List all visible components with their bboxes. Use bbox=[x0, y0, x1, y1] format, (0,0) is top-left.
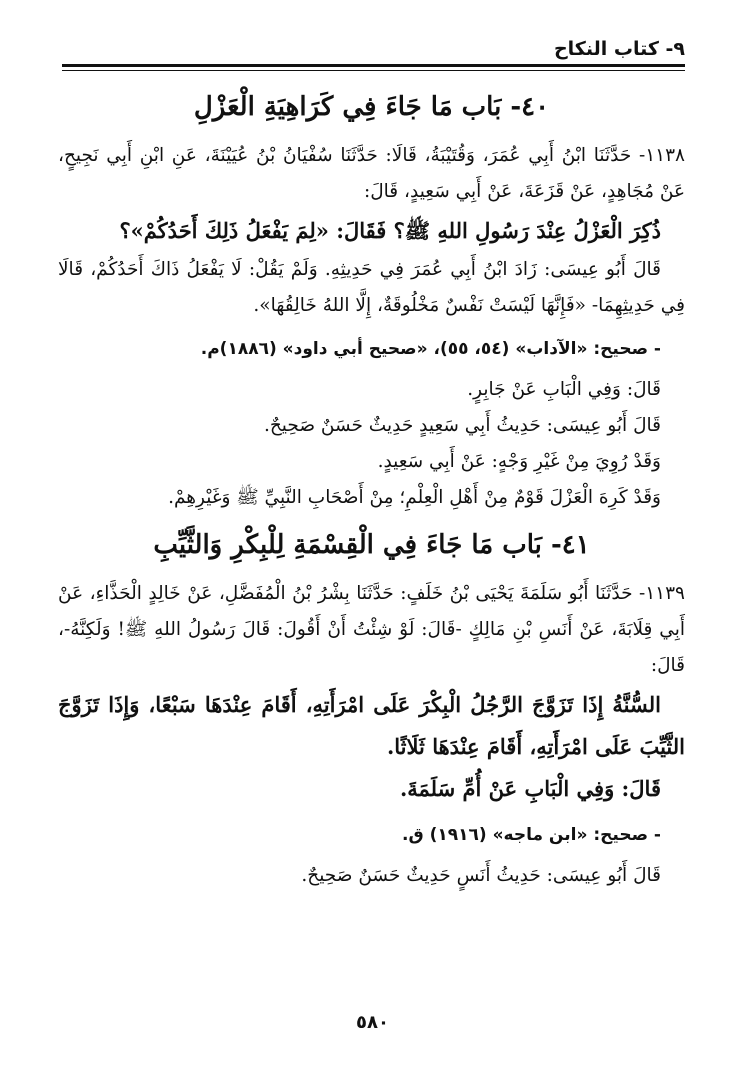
hadith-1139-isnad: ١١٣٩- حَدَّثَنَا أَبُو سَلَمَةَ يَحْيَى بْنُ خَلَفٍ: حَدَّثَنَا بِشْرُ بْنُ الْمُفَضَّلِ، عَنْ خَالِدٍ الْحَذَّاءِ، عَنْ أَبِي قِلَابَةَ، عَنْ أَنَسِ بْنِ مَالِكٍ -قَالَ: لَوْ شِئْتُ أَنْ أَقُولَ: قَالَ رَسُولُ اللهِ ﷺ! وَلَكِنَّهُ-، قَالَ: bbox=[58, 583, 685, 676]
hadith-1139-bab-line: قَالَ: وَفِي الْبَابِ عَنْ أُمِّ سَلَمَةَ. bbox=[399, 776, 661, 801]
hadith-1138-matn: ذُكِرَ الْعَزْلُ عِنْدَ رَسُولِ اللهِ ﷺ؟ فَقَالَ: «لِمَ يَفْعَلُ ذَلِكَ أَحَدُكُمْ»؟ bbox=[119, 218, 661, 243]
hadith-1138-other-routes: وَقَدْ رُوِيَ مِنْ غَيْرِ وَجْهٍ: عَنْ أَبِي سَعِيدٍ. bbox=[377, 451, 661, 472]
header-rule-thin bbox=[62, 70, 685, 71]
chapter-41-heading: ٤١- بَاب مَا جَاءَ فِي الْقِسْمَةِ لِلْبِكْرِ وَالثَّيِّبِ bbox=[153, 530, 590, 560]
chapter-40-heading: ٤٠- بَاب مَا جَاءَ فِي كَرَاهِيَةِ الْعَزْلِ bbox=[193, 92, 550, 122]
running-head-title: ٩- كتاب النكاح bbox=[553, 38, 685, 60]
hadith-1138-note: قَالَ أَبُو عِيسَى: زَادَ ابْنُ أَبِي عُمَرَ فِي حَدِيثِهِ. وَلَمْ يَقُلْ: لَا يَفْعَلُ ذَاكَ أَحَدُكُمْ، قَالَا فِي حَدِيثِهِمَا- «فَإِنَّهَا لَيْسَتْ نَفْسٌ مَخْلُوقَةٌ، إِلَّا اللهُ خَالِقُهَا». bbox=[58, 259, 685, 316]
hadith-1139-matn: السُّنَّةُ إِذَا تَزَوَّجَ الرَّجُلُ الْبِكْرَ عَلَى امْرَأَتِهِ، أَقَامَ عِنْدَهَا سَبْعًا، وَإِذَا تَزَوَّجَ الثَّيِّبَ عَلَى امْرَأَتِهِ، أَقَامَ عِنْدَهَا ثَلَاثًا. bbox=[58, 692, 685, 759]
hadith-1138-bab-line: قَالَ: وَفِي الْبَابِ عَنْ جَابِرٍ. bbox=[467, 379, 661, 400]
section-gap bbox=[58, 516, 685, 530]
hadith-1138-scholars: وَقَدْ كَرِهَ الْعَزْلَ قَوْمٌ مِنْ أَهْلِ الْعِلْمِ؛ مِنْ أَصْحَابِ النَّبِيِّ ﷺ وَغَيْرِهِمْ. bbox=[168, 487, 661, 508]
header-rule-thick bbox=[62, 64, 685, 67]
page-content bbox=[58, 92, 685, 894]
hadith-1138-grading: - صحيح: «الآداب» (٥٤، ٥٥)، «صحيح أبي داود» (١٨٨٦)م. bbox=[200, 339, 661, 359]
hadith-1138-abu-isa: قَالَ أَبُو عِيسَى: حَدِيثُ أَبِي سَعِيدٍ حَدِيثٌ حَسَنٌ صَحِيحٌ. bbox=[263, 415, 661, 436]
hadith-1138-isnad: ١١٣٨- حَدَّثَنَا ابْنُ أَبِي عُمَرَ، وَقُتَيْبَةُ، قَالَا: حَدَّثَنَا سُفْيَانُ بْنُ عُيَيْنَةَ، عَنِ ابْنِ أَبِي نَجِيحٍ، عَنْ مُجَاهِدٍ، عَنْ قَزَعَةَ، عَنْ أَبِي سَعِيدٍ، قَالَ: bbox=[58, 145, 685, 202]
hadith-1139-grading: - صحيح: «ابن ماجه» (١٩١٦) ق. bbox=[402, 825, 661, 845]
hadith-1139-abu-isa: قَالَ أَبُو عِيسَى: حَدِيثُ أَنَسٍ حَدِيثٌ حَسَنٌ صَحِيحٌ. bbox=[301, 865, 661, 886]
page-number: ٥٨٠ bbox=[356, 1012, 389, 1033]
